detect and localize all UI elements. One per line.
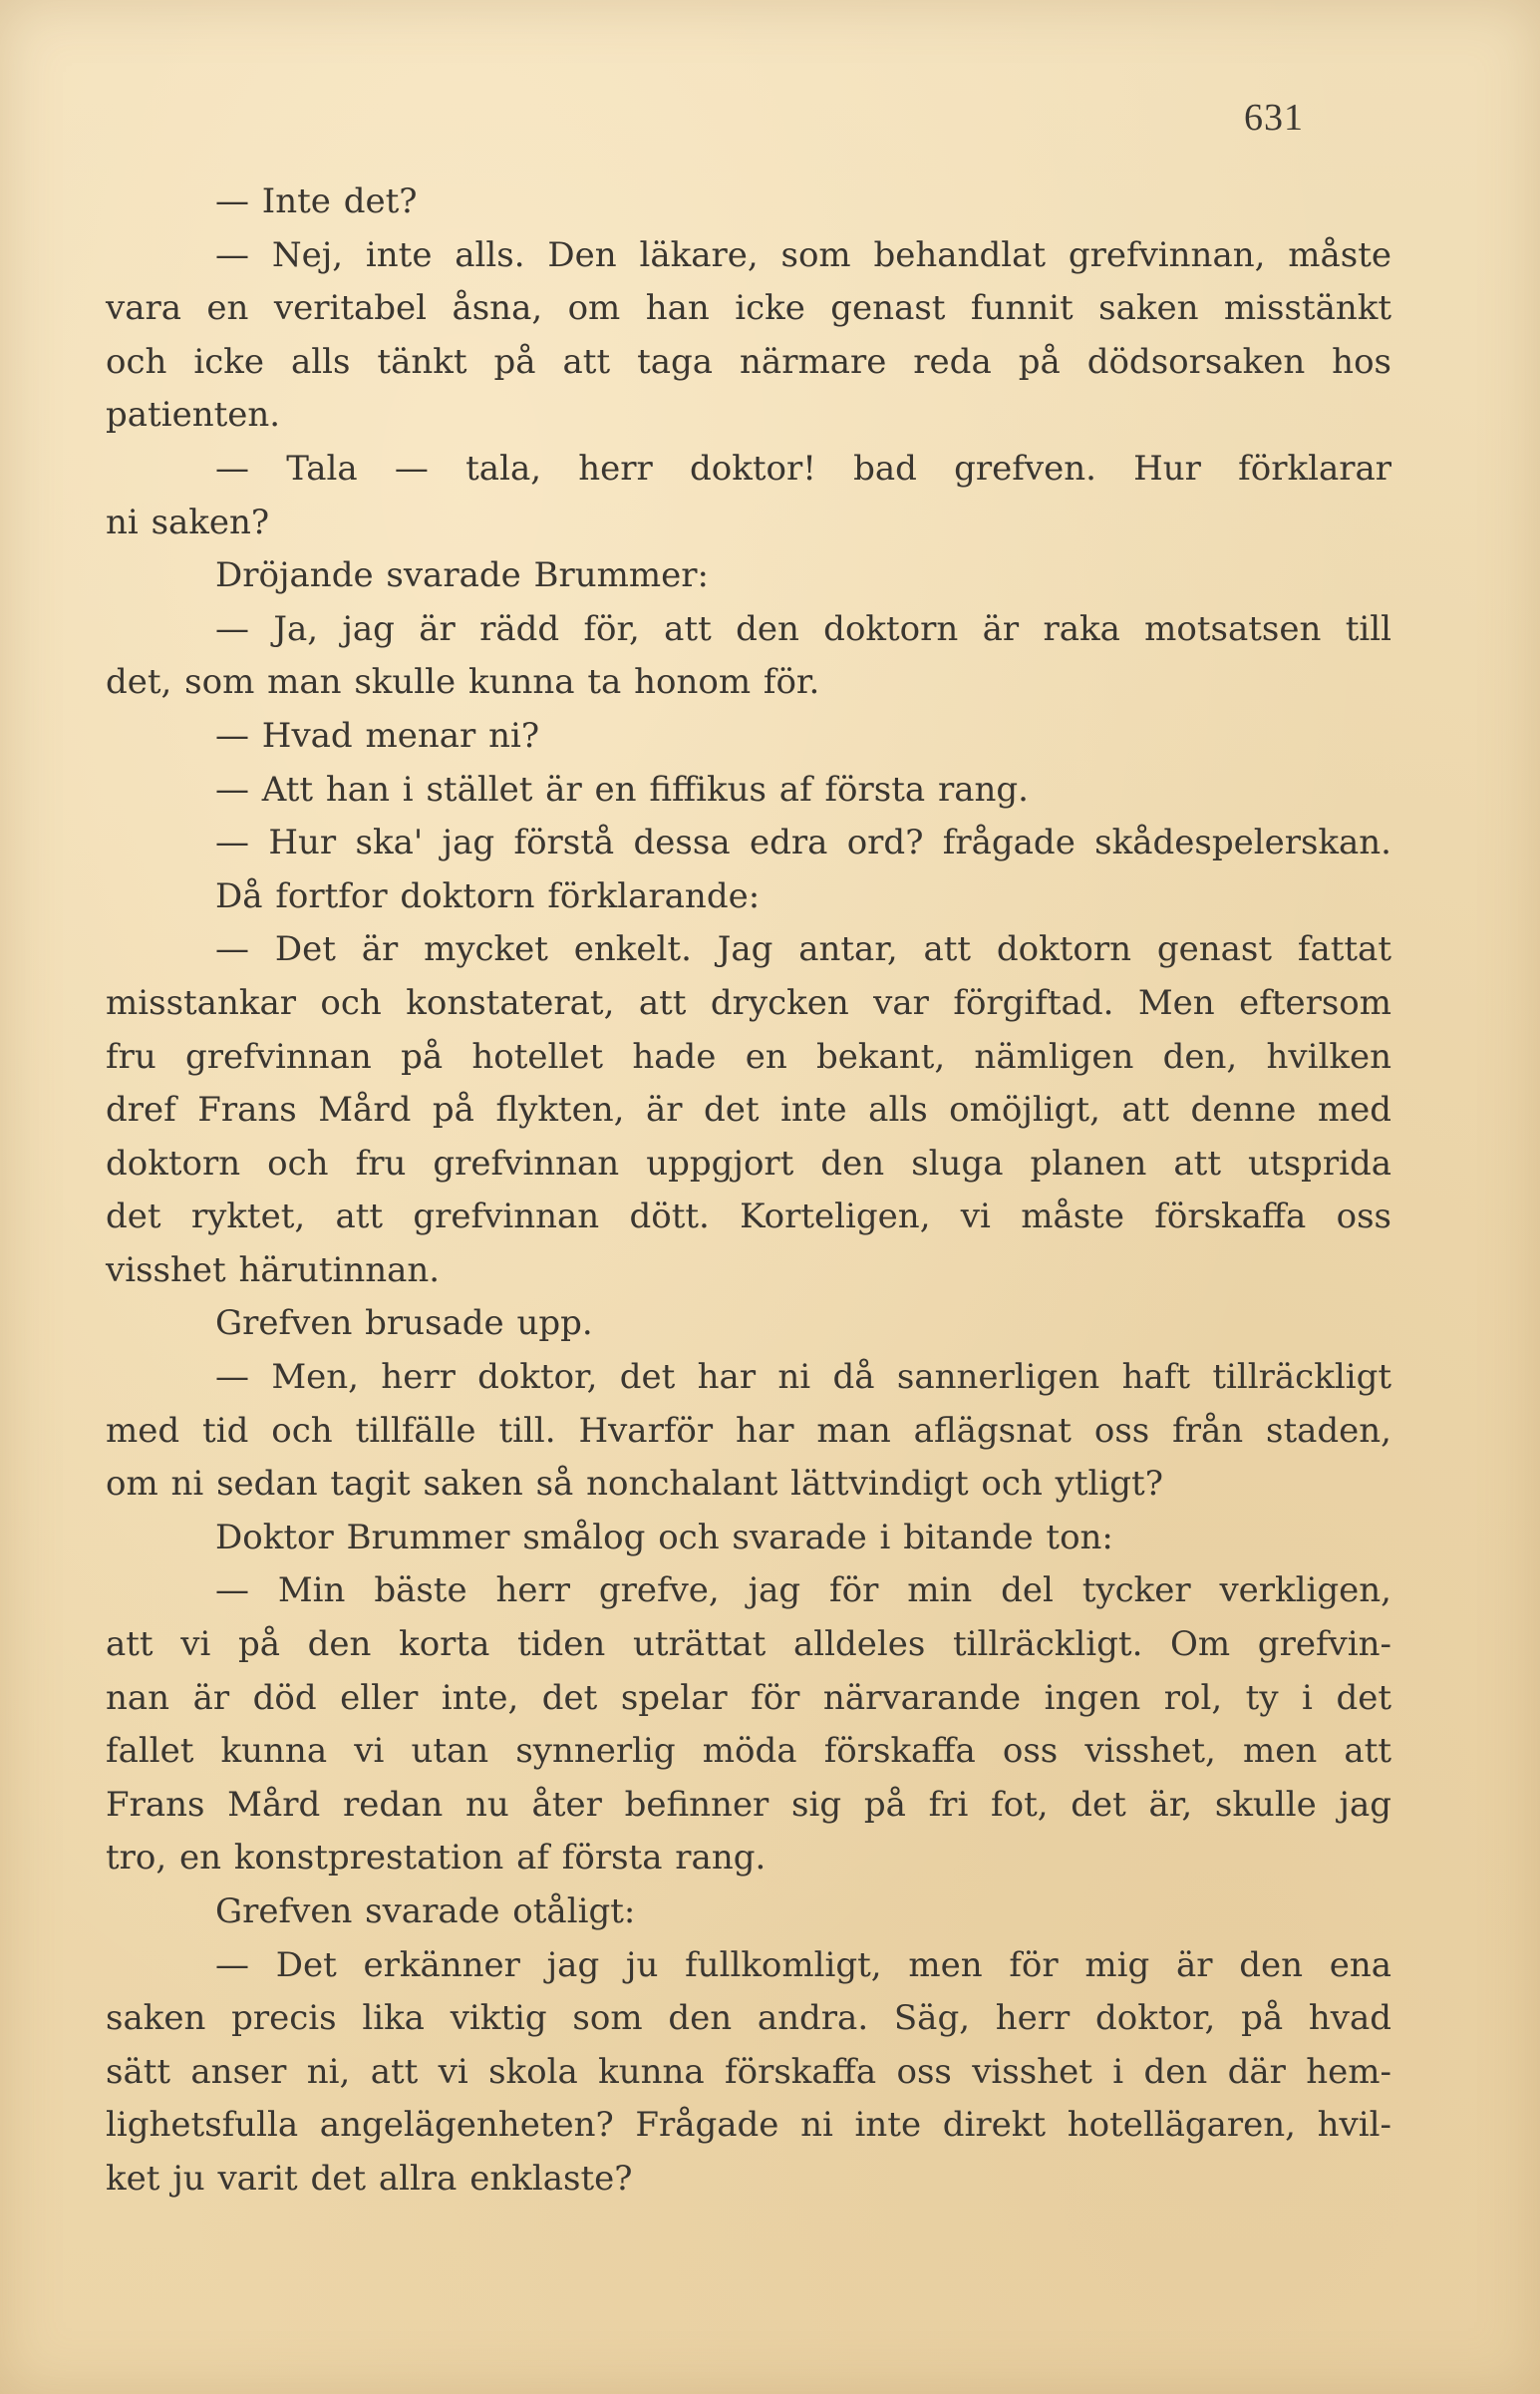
text-line: sätt anser ni, att vi skola kunna förskaffa oss visshet i den där hem- xyxy=(106,2051,1391,2092)
text-line: Grefven svarade otåligt: xyxy=(215,1891,636,1931)
text-line: — Min bäste herr grefve, jag för min del tycker verkligen, xyxy=(215,1570,1391,1611)
text-line: — Det är mycket enkelt. Jag antar, att doktorn genast fattat xyxy=(215,929,1391,970)
text-line: fru grefvinnan på hotellet hade en bekant, nämligen den, hvilken xyxy=(106,1036,1391,1077)
text-line: — Ja, jag är rädd för, att den doktorn är raka motsatsen till xyxy=(215,608,1391,649)
text-line: ket ju varit det allra enklaste? xyxy=(106,2158,633,2199)
text-line: Dröjande svarade Brummer: xyxy=(215,555,709,596)
text-line: — Men, herr doktor, det har ni då sannerligen haft tillräckligt xyxy=(215,1357,1391,1398)
text-line: misstankar och konstaterat, att drycken var förgiftad. Men eftersom xyxy=(106,982,1391,1023)
text-line: Grefven brusade upp. xyxy=(215,1303,593,1344)
text-line: — Att han i stället är en fiffikus af första rang. xyxy=(215,769,1029,810)
text-line: — Det erkänner jag ju fullkomligt, men för mig är den ena xyxy=(215,1944,1391,1985)
text-line: fallet kunna vi utan synnerlig möda förskaffa oss visshet, men att xyxy=(106,1731,1391,1772)
text-line: nan är död eller inte, det spelar för närvarande ingen rol, ty i det xyxy=(106,1677,1391,1718)
text-line: det ryktet, att grefvinnan dött. Korteligen, vi måste förskaffa oss xyxy=(106,1197,1391,1237)
text-line: vara en veritabel åsna, om han icke genast funnit saken misstänkt xyxy=(106,288,1391,329)
text-line: doktorn och fru grefvinnan uppgjort den sluga planen att utsprida xyxy=(106,1143,1391,1184)
text-line: Frans Mård redan nu åter befinner sig på fri fot, det är, skulle jag xyxy=(106,1784,1391,1825)
text-line: — Nej, inte alls. Den läkare, som behandlat grefvinnan, måste xyxy=(215,234,1391,275)
text-line: visshet härutinnan. xyxy=(106,1249,441,1290)
text-line: Doktor Brummer smålog och svarade i bitande ton: xyxy=(215,1517,1113,1557)
text-line: med tid och tillfälle till. Hvarför har man aflägsnat oss från staden, xyxy=(106,1410,1391,1451)
text-line: om ni sedan tagit saken så nonchalant lättvindigt och ytligt? xyxy=(106,1464,1163,1505)
text-line: lighetsfulla angelägenheten? Frågade ni inte direkt hotellägaren, hvil- xyxy=(106,2105,1391,2146)
text-line: och icke alls tänkt på att taga närmare reda på dödsorsaken hos xyxy=(106,341,1391,382)
text-line: — Tala — tala, herr doktor! bad grefven. Hur förklarar xyxy=(215,448,1391,489)
text-line: det, som man skulle kunna ta honom för. xyxy=(106,662,820,703)
text-line: — Inte det? xyxy=(215,181,418,221)
text-line: dref Frans Mård på flykten, är det inte alls omöjligt, att denne med xyxy=(106,1090,1391,1131)
text-line: saken precis lika viktig som den andra. Säg, herr doktor, på hvad xyxy=(106,1998,1391,2039)
text-line: — Hvad menar ni? xyxy=(215,715,540,756)
page-number: 631 xyxy=(1244,97,1304,139)
text-line: tro, en konstprestation af första rang. xyxy=(106,1838,767,1879)
text-line: ni saken? xyxy=(106,502,270,542)
text-line: att vi på den korta tiden uträttat alldeles tillräckligt. Om grefvin- xyxy=(106,1624,1391,1665)
text-line: patienten. xyxy=(106,395,281,436)
text-line: — Hur ska' jag förstå dessa edra ord? frågade skådespelerskan. xyxy=(215,823,1391,863)
text-line: Då fortfor doktorn förklarande: xyxy=(215,875,761,916)
body-text xyxy=(106,175,1391,2207)
